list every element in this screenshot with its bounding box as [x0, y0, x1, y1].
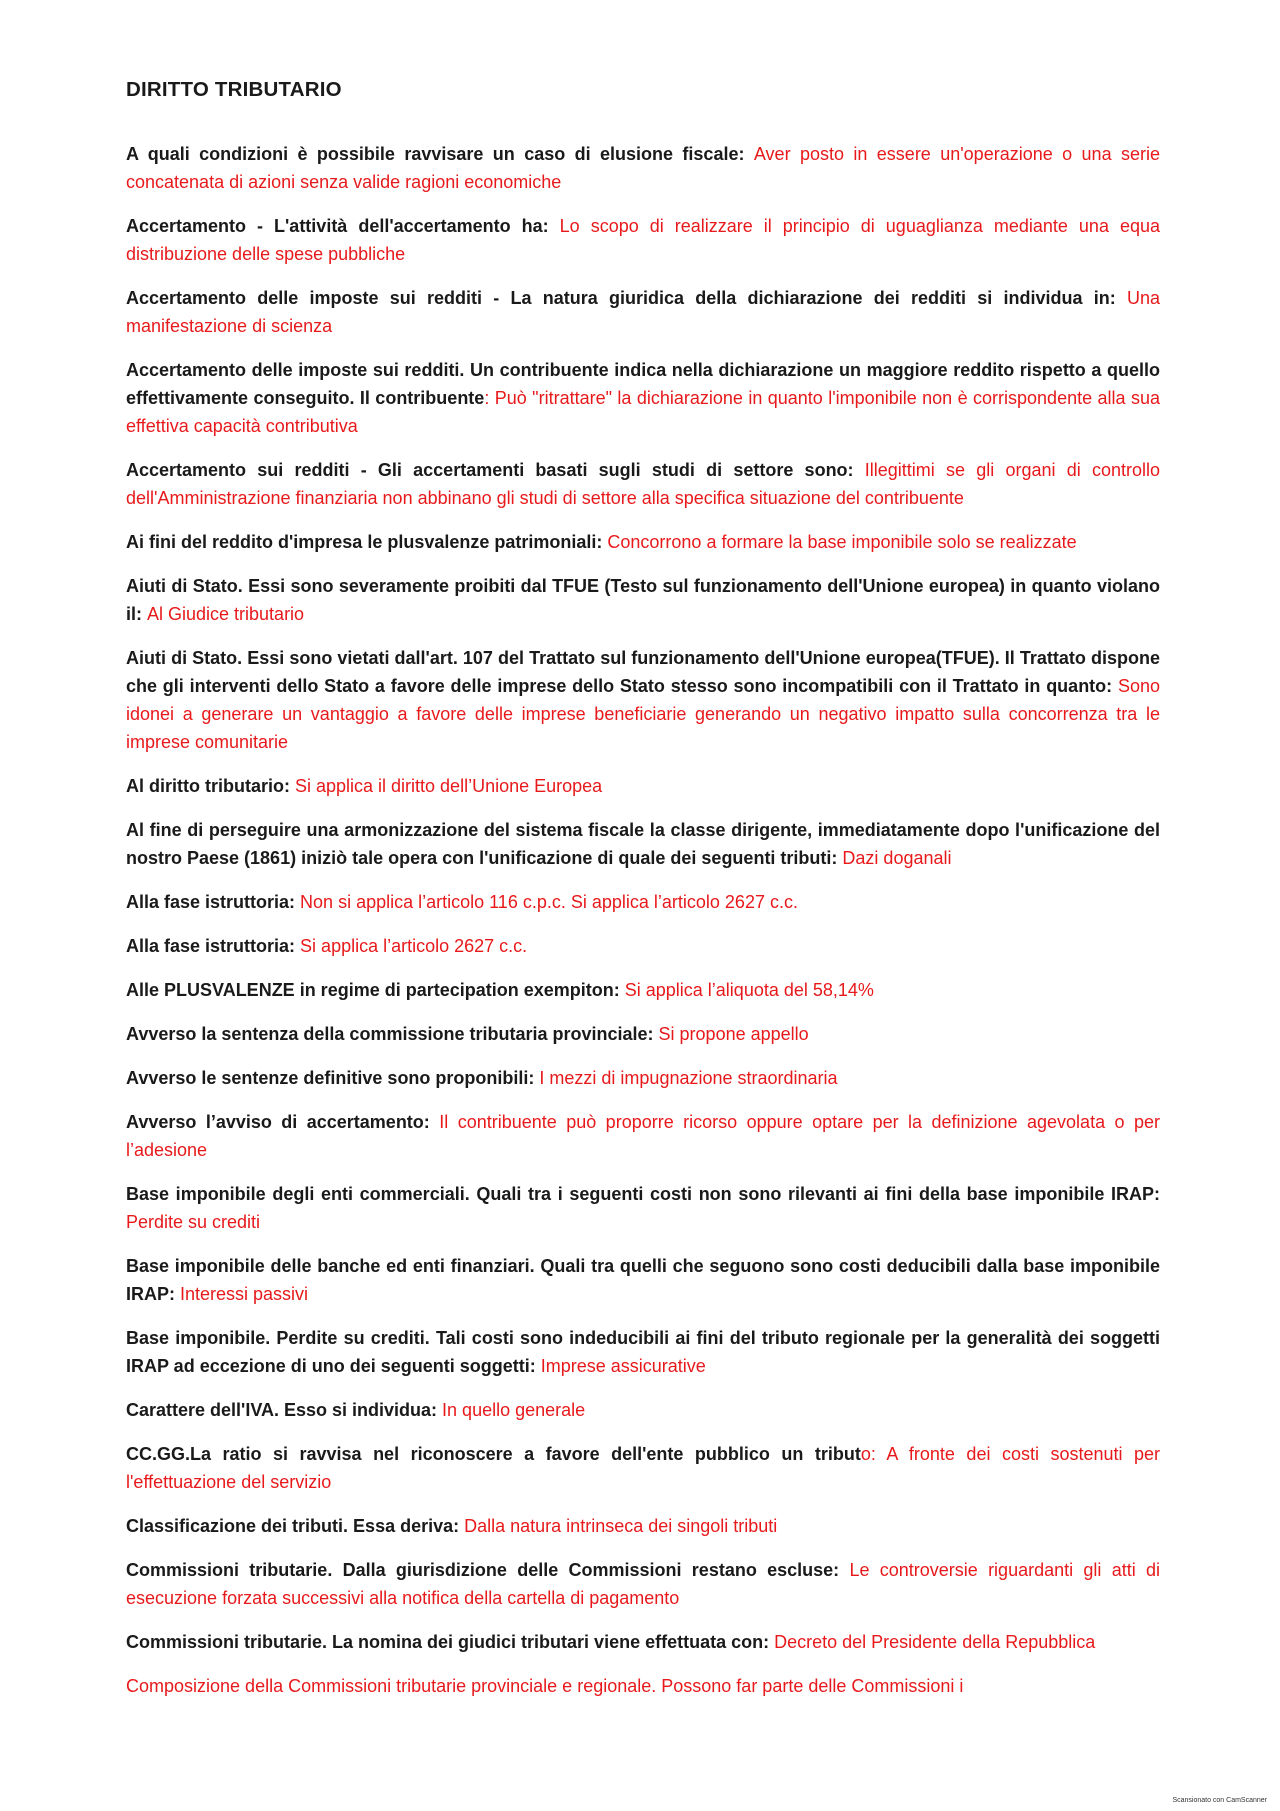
answer-text: Aver posto in essere un'operazione o una serie concatenata di azioni senza valide ragioni economiche — [126, 144, 1160, 192]
answer-text: Concorrono a formare la base imponibile solo se realizzate — [607, 532, 1077, 552]
answer-text: In quello generale — [442, 1400, 586, 1420]
qa-item — [126, 284, 1160, 340]
question-text: Aiuti di Stato. Essi sono vietati dall'art. 107 del Trattato sul funzionamento dell'Unione europea(TFUE). Il Trattato dispone che gli interventi dello Stato a favore delle imprese dello Stato stesso sono incompatibili con il Trattato in quanto: — [126, 648, 1160, 696]
question-text: CC.GG.La ratio si ravvisa nel riconoscere a favore dell'ente pubblico un tribut — [126, 1444, 861, 1464]
answer-text: Illegittimi se gli organi di controllo dell'Amministrazione finanziaria non abbinano gli studi di settore alla specifica situazione del contribuente — [126, 460, 1160, 508]
page-title: DIRITTO TRIBUTARIO — [126, 78, 342, 101]
question-text: Alla fase istruttoria: — [126, 892, 301, 912]
qa-item — [126, 1252, 1160, 1308]
question-text: Base imponibile degli enti commerciali. Quali tra i seguenti costi non sono rilevanti ai fini della base imponibile IRAP: — [126, 1184, 1160, 1204]
qa-item — [126, 888, 1160, 916]
answer-text: Decreto del Presidente della Repubblica — [774, 1632, 1096, 1652]
qa-item — [126, 1064, 1160, 1092]
qa-item — [126, 456, 1160, 512]
qa-item — [126, 932, 1160, 960]
qa-item — [126, 528, 1160, 556]
qa-item — [126, 1108, 1160, 1164]
answer-text: o: A fronte dei costi sostenuti per l'effettuazione del servizio — [126, 1444, 1161, 1492]
qa-item — [126, 1396, 1160, 1424]
answer-text: Si applica il diritto dell’Unione Europea — [294, 776, 603, 796]
question-text: Avverso l’avviso di accertamento: — [126, 1112, 440, 1132]
scanner-watermark: Scansionato con CamScanner — [1172, 1797, 1267, 1804]
answer-text: Al Giudice tributario — [147, 604, 305, 624]
question-text: Accertamento - L'attività dell'accertamento ha: — [126, 216, 560, 236]
question-text: Carattere dell'IVA. Esso si individua: — [126, 1400, 443, 1420]
qa-item — [126, 976, 1160, 1004]
qa-item — [126, 1628, 1160, 1656]
qa-item — [126, 1556, 1160, 1612]
qa-list — [126, 140, 1160, 1700]
answer-text: Non si applica l’articolo 116 c.p.c. Si applica l’articolo 2627 c.c. — [300, 892, 798, 912]
question-text: Classificazione dei tributi. Essa deriva: — [126, 1516, 465, 1536]
answer-text: Interessi passivi — [180, 1284, 309, 1304]
qa-item — [126, 356, 1160, 440]
answer-text: Perdite su crediti — [126, 1212, 261, 1232]
qa-item — [126, 212, 1160, 268]
question-text: Commissioni tributarie. La nomina dei giudici tributari viene effettuata con: — [126, 1632, 775, 1652]
question-text: Aiuti di Stato. Essi sono severamente proibiti dal TFUE (Testo sul funzionamento dell'Unione europea) in quanto violano il: — [126, 576, 1160, 624]
qa-item — [126, 1672, 1160, 1700]
qa-item — [126, 816, 1160, 872]
answer-text: Imprese assicurative — [540, 1356, 706, 1376]
document-page — [126, 78, 1160, 1716]
question-text: Avverso le sentenze definitive sono proponibili: — [126, 1068, 540, 1088]
question-text: Accertamento sui redditi - Gli accertamenti basati sugli studi di settore sono: — [126, 460, 865, 480]
qa-item — [126, 644, 1160, 756]
answer-text: Le controversie riguardanti gli atti di esecuzione forzata successivi alla notifica della cartella di pagamento — [126, 1560, 1161, 1608]
qa-item — [126, 1180, 1160, 1236]
answer-text: I mezzi di impugnazione straordinaria — [539, 1068, 838, 1088]
question-text: Base imponibile. Perdite su crediti. Tali costi sono indeducibili ai fini del tributo regionale per la generalità dei soggetti IRAP ad eccezione di uno dei seguenti soggetti: — [126, 1328, 1160, 1376]
qa-item — [126, 1020, 1160, 1048]
qa-item — [126, 140, 1160, 196]
answer-text: Sono idonei a generare un vantaggio a favore delle imprese beneficiarie generando un negativo impatto sulla concorrenza tra le imprese comunitarie — [126, 676, 1160, 752]
answer-text: Si applica l’articolo 2627 c.c. — [300, 936, 528, 956]
question-text: Accertamento delle imposte sui redditi - La natura giuridica della dichiarazione dei redditi si individua in: — [126, 288, 1127, 308]
question-text: A quali condizioni è possibile ravvisare un caso di elusione fiscale: — [126, 144, 754, 164]
answer-text: Si applica l’aliquota del 58,14% — [624, 980, 874, 1000]
qa-item — [126, 572, 1160, 628]
answer-text: Il contribuente può proporre ricorso oppure optare per la definizione agevolata o per l’adesione — [126, 1112, 1160, 1160]
question-text: Avverso la sentenza della commissione tributaria provinciale: — [126, 1024, 659, 1044]
answer-text: Dazi doganali — [842, 848, 952, 868]
question-text: Ai fini del reddito d'impresa le plusvalenze patrimoniali: — [126, 532, 608, 552]
qa-item — [126, 772, 1160, 800]
question-text: Al diritto tributario: — [126, 776, 295, 796]
qa-item — [126, 1440, 1160, 1496]
question-text: Alla fase istruttoria: — [126, 936, 301, 956]
answer-text: Composizione della Commissioni tributarie provinciale e regionale. Possono far parte delle Commissioni i — [126, 1676, 964, 1696]
question-text: Base imponibile delle banche ed enti finanziari. Quali tra quelli che seguono sono costi deducibili dalla base imponibile IRAP: — [126, 1256, 1160, 1304]
qa-item — [126, 1324, 1160, 1380]
question-text: Commissioni tributarie. Dalla giurisdizione delle Commissioni restano escluse: — [126, 1560, 850, 1580]
qa-item — [126, 1512, 1160, 1540]
answer-text: Dalla natura intrinseca dei singoli tributi — [464, 1516, 778, 1536]
answer-text: Una manifestazione di scienza — [126, 288, 1160, 336]
question-text: Al fine di perseguire una armonizzazione del sistema fiscale la classe dirigente, immediatamente dopo l'unificazione del nostro Paese (1861) iniziò tale opera con l'unificazione di quale dei seguenti tributi: — [126, 820, 1160, 868]
question-text: Alle PLUSVALENZE in regime di partecipation exempiton: — [126, 980, 625, 1000]
answer-text: Lo scopo di realizzare il principio di uguaglianza mediante una equa distribuzione delle spese pubbliche — [126, 216, 1160, 264]
answer-text: Si propone appello — [658, 1024, 809, 1044]
answer-text: : Può "ritrattare" la dichiarazione in quanto l'imponibile non è corrispondente alla sua effettiva capacità contributiva — [126, 388, 1160, 436]
question-text: Accertamento delle imposte sui redditi. Un contribuente indica nella dichiarazione un maggiore reddito rispetto a quello effettivamente conseguito. Il contribuente — [126, 360, 1160, 408]
